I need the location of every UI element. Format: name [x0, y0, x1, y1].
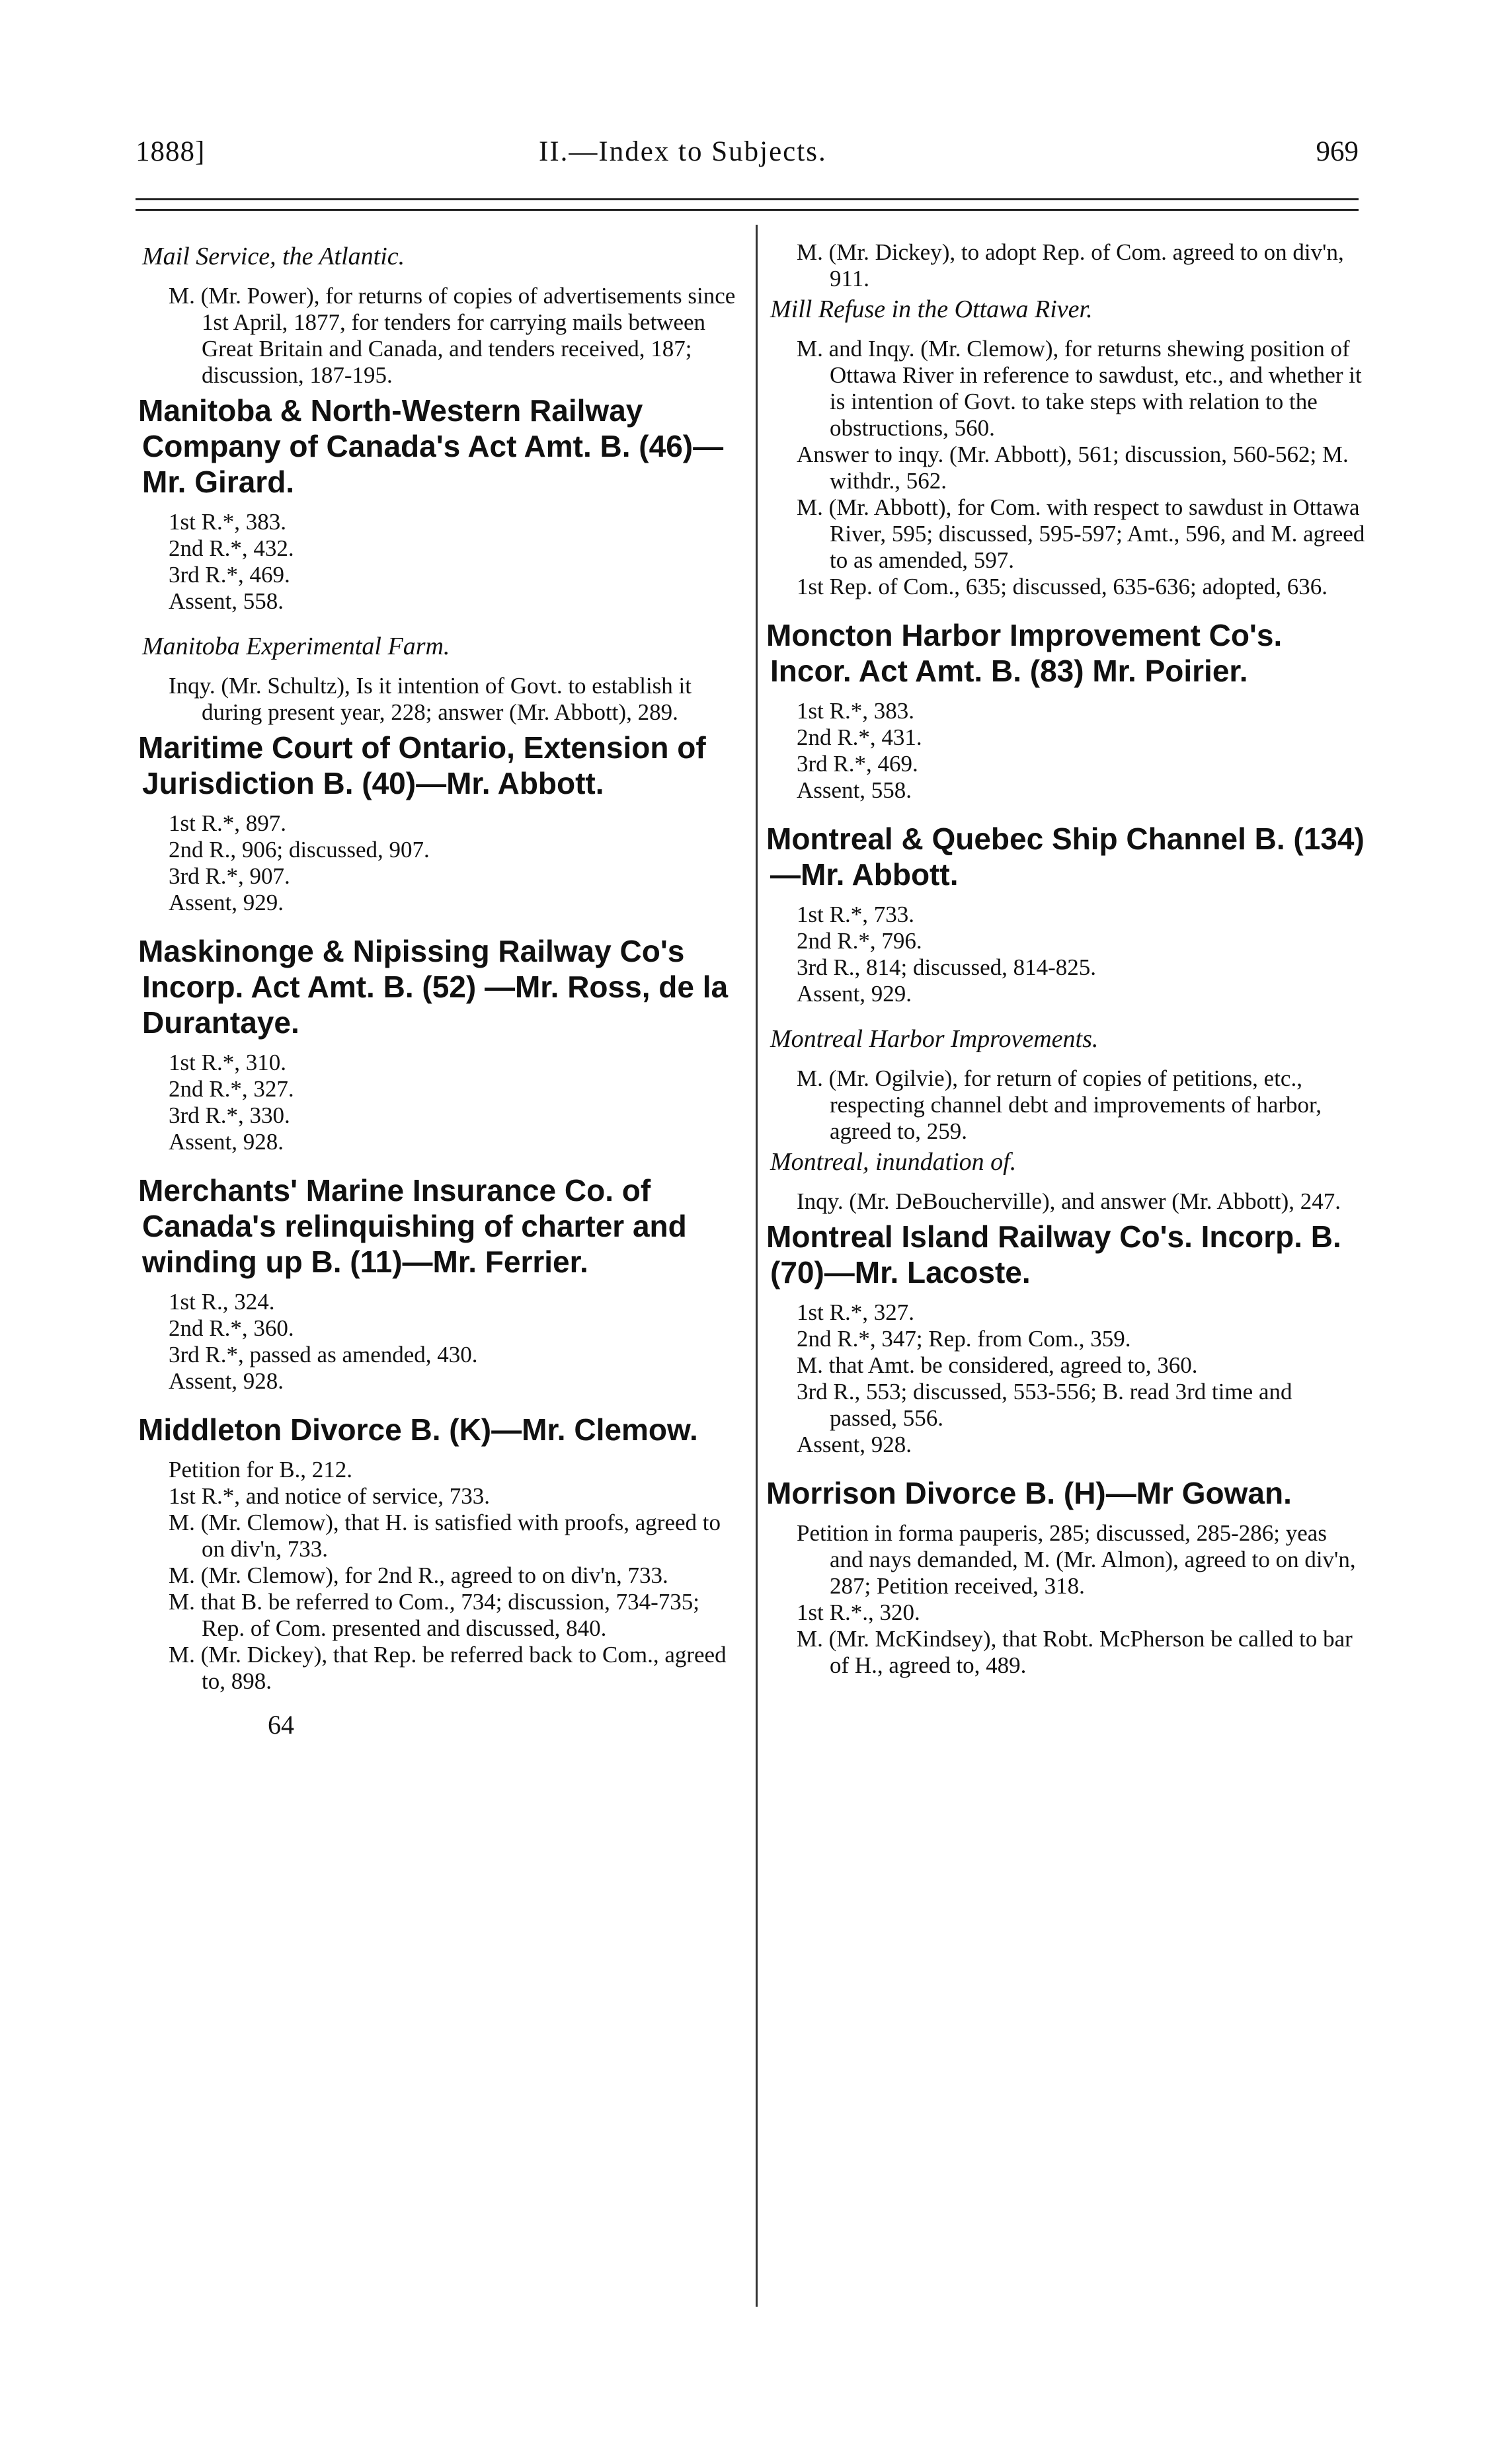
list-item: M. (Mr. Clemow), that H. is satisfied with proofs, agreed to on div'n, 733.: [169, 1510, 721, 1562]
list-item: 2nd R.*, 347; Rep. from Com., 359.: [797, 1326, 1131, 1352]
column-divider: [756, 225, 758, 2307]
list-item: Assent, 558.: [169, 588, 284, 614]
bill-heading: Maritime Court of Ontario, Extension of Jurisdiction B. (40)—Mr. Abbott.: [138, 730, 706, 800]
list-item: 2nd R.*, 360.: [169, 1315, 294, 1341]
list-item: 3rd R.*, 469.: [169, 562, 290, 588]
list-item: M. (Mr. Dickey), that Rep. be referred back to Com., agreed to, 898.: [169, 1642, 727, 1694]
entry-list: [770, 1299, 1365, 1458]
entry-list: [142, 1289, 740, 1395]
list-item: Assent, 558.: [797, 777, 912, 803]
signature-mark: 64: [268, 1710, 294, 1740]
list-item: Answer to inqy. (Mr. Abbott), 561; discussion, 560-562; M. withdr., 562.: [797, 442, 1349, 494]
page-number: 969: [1316, 136, 1359, 167]
list-item: M. and Inqy. (Mr. Clemow), for returns shewing position of Ottawa River in reference to sawdust, etc., and whether it is intention of Govt. to take steps with relation to the obstructions, 560.: [797, 336, 1362, 441]
entry-text: M. (Mr. Ogilvie), for return of copies of petitions, etc., respecting channel debt and improvements of harbor, agreed to, 259.: [797, 1065, 1322, 1144]
header-title: II.—Index to Subjects.: [539, 136, 827, 167]
list-item: Assent, 929.: [797, 981, 912, 1007]
list-item: 2nd R.*, 431.: [797, 724, 922, 750]
list-item: M. (Mr. Clemow), for 2nd R., agreed to on div'n, 733.: [169, 1562, 668, 1588]
list-item: 3rd R., 553; discussed, 553-556; B. read 3rd time and passed, 556.: [797, 1379, 1292, 1431]
section-heading: Manitoba Experimental Farm.: [142, 633, 450, 660]
list-item: 2nd R., 906; discussed, 907.: [169, 837, 430, 863]
entry-list: [770, 902, 1365, 1007]
entry-text: M. (Mr. Dickey), to adopt Rep. of Com. agreed to on div'n, 911.: [797, 239, 1344, 291]
list-item: Petition for B., 212.: [169, 1457, 353, 1482]
list-item: 1st R.*, 897.: [169, 810, 286, 836]
entry-list: [142, 509, 740, 615]
list-item: 2nd R.*, 327.: [169, 1076, 294, 1102]
entry-list: [142, 1457, 740, 1695]
header-rule-top: [136, 198, 1359, 200]
bill-heading: Montreal & Quebec Ship Channel B. (134)—Mr. Abbott.: [766, 822, 1365, 892]
list-item: 3rd R.*, 907.: [169, 863, 290, 889]
section-heading: Montreal, inundation of.: [770, 1148, 1017, 1176]
list-item: Assent, 928.: [169, 1368, 284, 1394]
entry-list: [142, 810, 740, 916]
list-item: 3rd R.*, passed as amended, 430.: [169, 1342, 478, 1367]
list-item: M. (Mr. Abbott), for Com. with respect to sawdust in Ottawa River, 595; discussed, 595-597; Amt., 596, and M. agreed to as amended, 597.: [797, 494, 1365, 573]
bill-heading: Merchants' Marine Insurance Co. of Canada's relinquishing of charter and winding up B. (11)—Mr. Ferrier.: [138, 1173, 687, 1279]
left-column: [138, 239, 740, 1740]
list-item: M. that B. be referred to Com., 734; discussion, 734-735; Rep. of Com. presented and discussed, 840.: [169, 1589, 699, 1641]
list-item: 1st R.*, 383.: [797, 698, 914, 724]
list-item: 1st R.*, 383.: [169, 509, 286, 535]
list-item: 2nd R.*, 796.: [797, 928, 922, 954]
entry-list: [770, 1520, 1365, 1679]
entry-list: [142, 1050, 740, 1155]
header-rule-bottom: [136, 209, 1359, 211]
list-item: 1st R., 324.: [169, 1289, 275, 1315]
list-item: Assent, 928.: [797, 1432, 912, 1457]
bill-heading: Morrison Divorce B. (H)—Mr Gowan.: [766, 1476, 1292, 1510]
bill-heading: Manitoba & North-Western Railway Company of Canada's Act Amt. B. (46)—Mr. Girard.: [138, 393, 724, 499]
section-heading: Mail Service, the Atlantic.: [142, 243, 405, 270]
entry-list: [770, 698, 1365, 804]
entry-list: [770, 336, 1365, 600]
right-column: [766, 239, 1365, 1696]
section-heading: Mill Refuse in the Ottawa River.: [770, 295, 1093, 323]
list-item: M. (Mr. McKindsey), that Robt. McPherson be called to bar of H., agreed to, 489.: [797, 1626, 1353, 1678]
list-item: 1st R.*, 733.: [797, 902, 914, 927]
entry-text: M. (Mr. Power), for returns of copies of advertisements since 1st April, 1877, for tenders for carrying mails between Great Britain and Canada, and tenders received, 187; discussion, 187-195.: [169, 283, 736, 388]
list-item: M. that Amt. be considered, agreed to, 360.: [797, 1352, 1198, 1378]
list-item: Petition in forma pauperis, 285; discussed, 285-286; yeas and nays demanded, M. (Mr. Almon), agreed to on div'n, 287; Petition received, 318.: [797, 1520, 1356, 1599]
bill-heading: Montreal Island Railway Co's. Incorp. B. (70)—Mr. Lacoste.: [766, 1219, 1341, 1290]
running-header: [136, 135, 1359, 175]
list-item: 1st R.*, and notice of service, 733.: [169, 1483, 491, 1509]
bill-heading: Maskinonge & Nipissing Railway Co's Incorp. Act Amt. B. (52) —Mr. Ross, de la Durantaye.: [138, 934, 729, 1040]
list-item: Assent, 929.: [169, 890, 284, 915]
list-item: 1st Rep. of Com., 635; discussed, 635-636; adopted, 636.: [797, 574, 1328, 599]
list-item: 3rd R.*, 330.: [169, 1102, 290, 1128]
list-item: 1st R.*., 320.: [797, 1599, 920, 1625]
entry-text: Inqy. (Mr. Schultz), Is it intention of Govt. to establish it during present year, 228; answer (Mr. Abbott), 289.: [169, 673, 692, 725]
bill-heading: Middleton Divorce B. (K)—Mr. Clemow.: [138, 1412, 698, 1447]
list-item: Assent, 928.: [169, 1129, 284, 1155]
header-year: 1888]: [136, 136, 206, 167]
list-item: 3rd R.*, 469.: [797, 751, 918, 777]
bill-heading: Moncton Harbor Improvement Co's. Incor. Act Amt. B. (83) Mr. Poirier.: [766, 618, 1283, 688]
entry-text: Inqy. (Mr. DeBoucherville), and answer (Mr. Abbott), 247.: [797, 1188, 1341, 1214]
section-heading: Montreal Harbor Improvements.: [770, 1025, 1099, 1053]
list-item: 2nd R.*, 432.: [169, 535, 294, 561]
list-item: 3rd R., 814; discussed, 814-825.: [797, 954, 1097, 980]
list-item: 1st R.*, 310.: [169, 1050, 286, 1075]
list-item: 1st R.*, 327.: [797, 1299, 914, 1325]
